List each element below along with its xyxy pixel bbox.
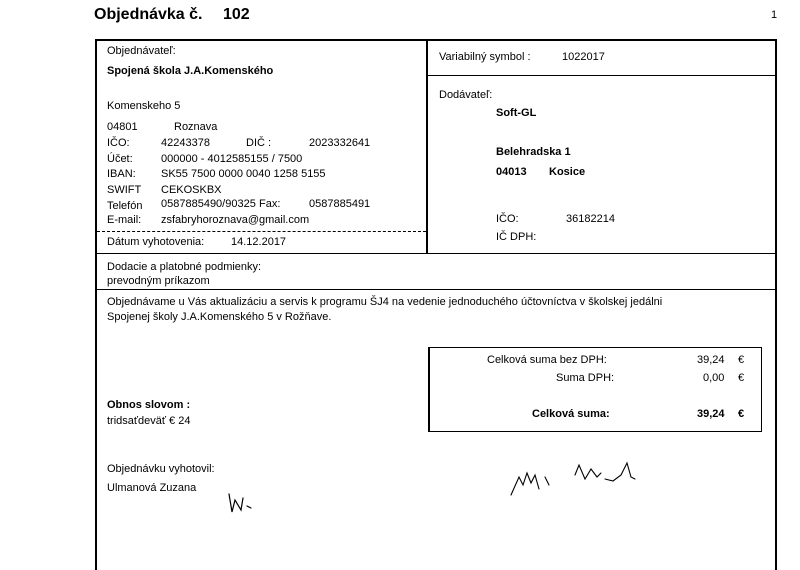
divider-terms	[95, 289, 777, 290]
supplier-label: Dodávateľ:	[439, 89, 493, 101]
title-label: Objednávka č.	[94, 6, 203, 23]
variable-symbol-value: 1022017	[562, 51, 605, 63]
document-title	[94, 6, 250, 24]
subtotal-currency: €	[738, 354, 745, 366]
in-words-label: Obnos slovom :	[107, 399, 191, 411]
issue-date: 14.12.2017	[231, 236, 287, 248]
terms-value: prevodným príkazom	[107, 275, 210, 287]
buyer-email-label: E-mail:	[107, 214, 142, 226]
buyer-ico-label: IČO:	[107, 137, 130, 149]
buyer-name: Spojená škola J.A.Komenského	[107, 65, 274, 77]
description-line-1: Objednávame u Vás aktualizáciu a servis k programu ŠJ4 na vedenie jednoduchého účtovníctva v školskej jedálni	[107, 296, 663, 308]
supplier-city: Kosice	[549, 166, 586, 178]
frame-left	[95, 39, 97, 570]
buyer-label: Objednávateľ:	[107, 45, 176, 57]
issue-date-label: Dátum vyhotovenia:	[107, 236, 205, 248]
divider-date-dashed	[97, 231, 426, 232]
total-label: Celková suma:	[532, 408, 610, 420]
divider-symbol	[426, 75, 777, 76]
divider-header-bottom	[95, 253, 777, 254]
buyer-iban-label: IBAN:	[107, 168, 136, 180]
buyer-fax: 0587885491	[309, 198, 371, 210]
frame-top	[95, 39, 777, 41]
buyer-dic: 2023332641	[309, 137, 371, 149]
subtotal-label: Celková suma bez DPH:	[487, 354, 607, 366]
vat-label: Suma DPH:	[556, 372, 615, 384]
supplier-ico: 36182214	[566, 213, 615, 225]
initials-signature	[225, 488, 255, 516]
supplier-street: Belehradska 1	[496, 146, 571, 158]
variable-symbol-label: Variabilný symbol :	[439, 51, 531, 63]
divider-vertical	[426, 39, 428, 253]
buyer-fax-label: Fax:	[259, 198, 281, 210]
buyer-swift: CEKOSKBX	[161, 184, 222, 196]
prepared-by-name: Ulmanová Zuzana	[107, 482, 197, 494]
order-number: 102	[222, 6, 250, 23]
description-line-2: Spojenej školy J.A.Komenského 5 v Rožňave.	[107, 311, 332, 323]
supplier-ico-label: IČO:	[496, 213, 519, 225]
in-words-value: tridsaťdeväť € 24	[107, 415, 191, 427]
vat-currency: €	[738, 372, 745, 384]
frame-right	[775, 39, 777, 570]
buyer-street: Komenskeho 5	[107, 100, 181, 112]
supplier-zip: 04013	[496, 166, 527, 178]
terms-label: Dodacie a platobné podmienky:	[107, 261, 262, 273]
buyer-dic-label: DIČ :	[246, 137, 272, 149]
total-currency: €	[738, 408, 745, 420]
buyer-phone-label: Telefón	[107, 200, 143, 212]
supplier-dic-label: IČ DPH:	[496, 231, 537, 243]
page-number: 1	[771, 9, 778, 21]
buyer-account-label: Účet:	[107, 153, 133, 165]
buyer-email: zsfabryhoroznava@gmail.com	[161, 214, 310, 226]
buyer-city: Roznava	[174, 121, 218, 133]
buyer-zip: 04801	[107, 121, 138, 133]
vat-value: 0,00	[703, 372, 725, 384]
subtotal-value: 39,24	[697, 354, 725, 366]
buyer-iban: SK55 7500 0000 0040 1258 5155	[161, 168, 326, 180]
supplier-name: Soft-GL	[496, 107, 537, 119]
buyer-account: 000000 - 4012585155 / 7500	[161, 153, 303, 165]
total-value: 39,24	[697, 408, 725, 420]
buyer-ico: 42243378	[161, 137, 210, 149]
prepared-by-label: Objednávku vyhotovil:	[107, 463, 215, 475]
buyer-phone: 0587885490/90325	[161, 198, 256, 210]
buyer-swift-label: SWIFT	[107, 184, 142, 196]
handwritten-signature	[505, 455, 645, 500]
